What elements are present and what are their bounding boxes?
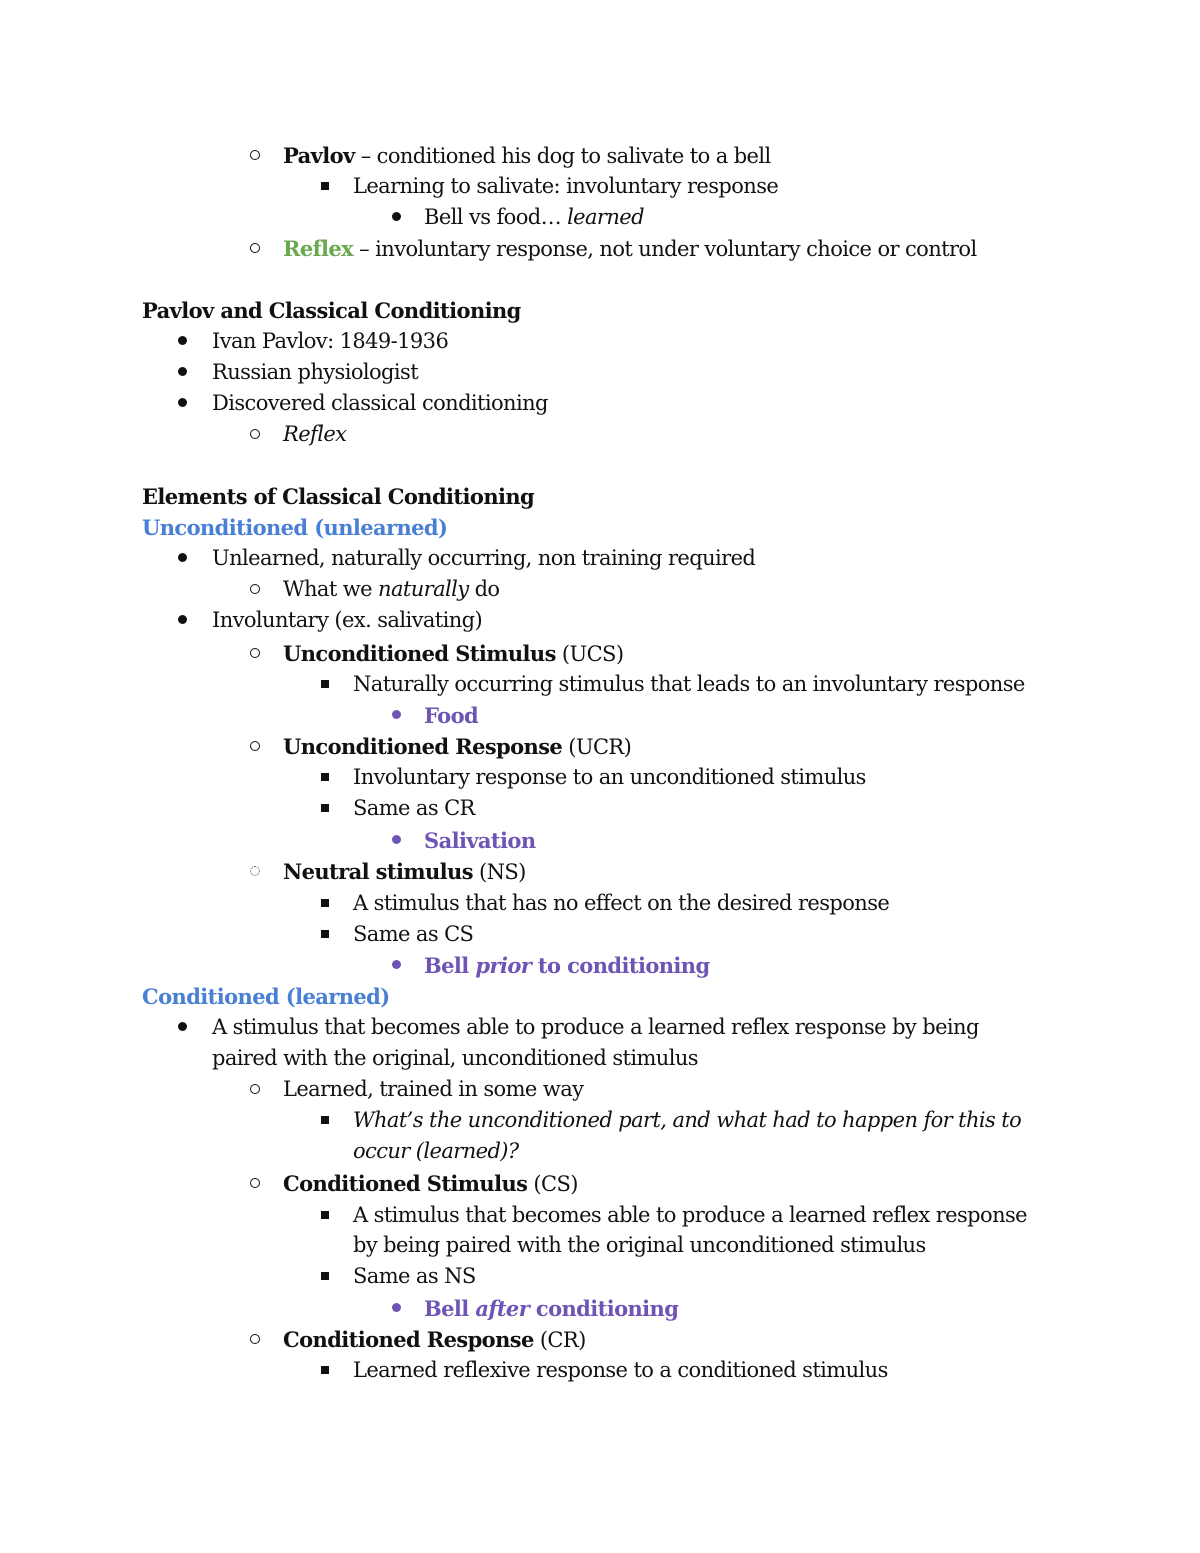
- text-run: paired with the original, unconditioned stimulus: [212, 1046, 698, 1070]
- note-line: [0, 1168, 1120, 1199]
- text-run: conditioning: [529, 1296, 679, 1321]
- text-run: What we: [283, 577, 379, 601]
- note-line: [0, 419, 1120, 450]
- bullet-square-icon: [315, 888, 335, 919]
- text-run: Pavlov: [283, 143, 355, 168]
- note-line: [0, 140, 1120, 171]
- bullet-dot-icon: [172, 543, 192, 574]
- note-line: [0, 1012, 1120, 1043]
- bullet-square-icon: [315, 919, 335, 950]
- text-run: Bell vs food…: [424, 205, 568, 229]
- text-run: Food: [424, 703, 479, 728]
- line-text: [283, 233, 977, 265]
- text-run: learned: [567, 205, 644, 229]
- line-text: [353, 1200, 1027, 1231]
- bullet-dot-icon: [172, 1012, 192, 1043]
- note-line: [0, 388, 1120, 419]
- note-line: [0, 825, 1120, 856]
- note-line: [0, 700, 1120, 731]
- text-run: What’s the unconditioned part, and what had to happen for this to: [353, 1108, 1022, 1132]
- line-text: [424, 700, 478, 732]
- note-line: [0, 981, 1120, 1012]
- text-run: A stimulus that becomes able to produce a learned reflex response by being: [212, 1015, 979, 1039]
- line-text: [212, 605, 482, 636]
- note-line: [0, 171, 1120, 202]
- note-line: [0, 762, 1120, 793]
- text-run: (UCR): [562, 735, 632, 759]
- line-text: [353, 171, 778, 202]
- text-run: occur (learned)?: [353, 1139, 519, 1163]
- note-line: [0, 326, 1120, 357]
- text-run: Unconditioned Response: [283, 734, 563, 759]
- bullet-dot-icon: [172, 605, 192, 636]
- line-text: [283, 574, 499, 605]
- text-run: Unconditioned (unlearned): [142, 515, 448, 540]
- line-text: [283, 140, 771, 172]
- text-run: Same as NS: [353, 1264, 476, 1288]
- note-line: [0, 669, 1120, 700]
- text-run: – involuntary response, not under voluntary choice or control: [353, 237, 977, 261]
- text-run: Neutral stimulus: [283, 859, 473, 884]
- line-text: [424, 202, 644, 233]
- line-text: [353, 919, 473, 950]
- note-line: [0, 1200, 1120, 1231]
- bullet-dot-icon: [386, 825, 406, 856]
- line-text: [212, 326, 448, 357]
- text-run: Conditioned Response: [283, 1327, 534, 1352]
- line-text: [283, 1168, 578, 1200]
- bullet-square-icon: [315, 1355, 335, 1386]
- note-line: [0, 1043, 1120, 1074]
- line-text: [353, 1355, 888, 1386]
- line-text: [283, 638, 623, 670]
- text-run: naturally: [378, 577, 469, 601]
- text-run: Pavlov and Classical Conditioning: [142, 298, 521, 323]
- note-line: [0, 295, 1120, 326]
- text-run: Same as CS: [353, 922, 474, 946]
- line-text: [142, 481, 534, 513]
- line-text: [353, 1261, 476, 1292]
- bullet-circle-icon: [245, 140, 265, 171]
- line-text: [353, 1136, 519, 1167]
- text-run: A stimulus that becomes able to produce a learned reflex response: [353, 1203, 1027, 1227]
- text-run: after: [475, 1296, 530, 1321]
- text-run: Same as CR: [353, 796, 475, 820]
- bullet-square-icon: [315, 1261, 335, 1292]
- note-line: [0, 512, 1120, 543]
- line-text: [353, 762, 866, 793]
- line-text: [283, 1074, 583, 1105]
- text-run: Salivation: [424, 828, 536, 853]
- line-text: [283, 1324, 586, 1356]
- text-run: by being paired with the original unconditioned stimulus: [353, 1233, 926, 1257]
- bullet-square-icon: [315, 171, 335, 202]
- text-run: Involuntary response to an unconditioned stimulus: [353, 765, 866, 789]
- line-text: [353, 1230, 926, 1261]
- bullet-dot-icon: [172, 326, 192, 357]
- line-text: [142, 295, 521, 327]
- bullet-dot-icon: [386, 700, 406, 731]
- text-run: A stimulus that has no effect on the desired response: [353, 891, 890, 915]
- bullet-square-icon: [315, 793, 335, 824]
- bullet-dot-icon: [386, 950, 406, 981]
- line-text: [142, 981, 390, 1013]
- line-text: [353, 793, 475, 824]
- bullet-square-icon: [315, 1105, 335, 1136]
- text-run: to conditioning: [531, 953, 710, 978]
- text-run: Russian physiologist: [212, 360, 419, 384]
- note-line: [0, 357, 1120, 388]
- text-run: Naturally occurring stimulus that leads to an involuntary response: [353, 672, 1025, 696]
- text-run: Conditioned (learned): [142, 984, 390, 1009]
- note-line: [0, 1074, 1120, 1105]
- text-run: Discovered classical conditioning: [212, 391, 548, 415]
- text-run: Involuntary (ex. salivating): [212, 608, 483, 632]
- line-text: [424, 950, 710, 982]
- text-run: Bell: [424, 1296, 476, 1321]
- note-line: [0, 793, 1120, 824]
- text-run: Ivan Pavlov: 1849-1936: [212, 329, 449, 353]
- text-run: Unconditioned Stimulus: [283, 641, 556, 666]
- note-line: [0, 543, 1120, 574]
- note-line: [0, 1355, 1120, 1386]
- bullet-dot-icon: [386, 1293, 406, 1324]
- line-text: [353, 1105, 1021, 1136]
- note-line: [0, 233, 1120, 264]
- line-text: [283, 731, 631, 763]
- bullet-circle-icon: [245, 1168, 265, 1199]
- line-text: [353, 888, 889, 919]
- text-run: – conditioned his dog to salivate to a bell: [354, 144, 771, 168]
- line-text: [283, 856, 526, 888]
- note-line: [0, 1230, 1120, 1261]
- bullet-square-icon: [315, 1200, 335, 1231]
- text-run: (CR): [533, 1328, 586, 1352]
- line-text: [283, 419, 346, 450]
- text-run: prior: [475, 953, 532, 978]
- bullet-circle-icon: [245, 638, 265, 669]
- bullet-circle-icon: [245, 419, 265, 450]
- line-text: [212, 388, 548, 419]
- text-run: Elements of Classical Conditioning: [142, 484, 535, 509]
- text-run: Learned reflexive response to a conditioned stimulus: [353, 1358, 888, 1382]
- bullet-dot-icon: [386, 202, 406, 233]
- bullet-dot-icon: [172, 357, 192, 388]
- note-line: [0, 950, 1120, 981]
- note-line: [0, 605, 1120, 636]
- text-run: (UCS): [555, 642, 624, 666]
- text-run: Learning to salivate: involuntary response: [353, 174, 779, 198]
- text-run: (CS): [527, 1172, 578, 1196]
- bullet-square-icon: [315, 762, 335, 793]
- text-run: Learned, trained in some way: [283, 1077, 584, 1101]
- text-run: (NS): [472, 860, 526, 884]
- line-text: [212, 1012, 979, 1043]
- text-run: Unlearned, naturally occurring, non training required: [212, 546, 756, 570]
- line-text: [212, 357, 418, 388]
- bullet-circle-icon: [245, 856, 265, 887]
- line-text: [212, 1043, 698, 1074]
- text-run: Bell: [424, 953, 476, 978]
- note-line: [0, 1261, 1120, 1292]
- note-line: [0, 1136, 1120, 1167]
- note-line: [0, 1105, 1120, 1136]
- note-line: [0, 1293, 1120, 1324]
- note-line: [0, 481, 1120, 512]
- note-line: [0, 731, 1120, 762]
- bullet-circle-icon: [245, 233, 265, 264]
- note-line: [0, 638, 1120, 669]
- text-run: Conditioned Stimulus: [283, 1171, 528, 1196]
- line-text: [212, 543, 755, 574]
- bullet-dot-icon: [172, 388, 192, 419]
- text-run: Reflex: [283, 236, 354, 261]
- line-text: [142, 512, 447, 544]
- bullet-circle-icon: [245, 1074, 265, 1105]
- line-text: [424, 825, 536, 857]
- note-line: [0, 574, 1120, 605]
- line-text: [353, 669, 1025, 700]
- note-line: [0, 202, 1120, 233]
- note-line: [0, 856, 1120, 887]
- bullet-square-icon: [315, 669, 335, 700]
- note-line: [0, 888, 1120, 919]
- bullet-circle-icon: [245, 1324, 265, 1355]
- bullet-circle-icon: [245, 731, 265, 762]
- note-line: [0, 919, 1120, 950]
- bullet-circle-icon: [245, 574, 265, 605]
- text-run: Reflex: [283, 422, 347, 446]
- text-run: do: [468, 577, 500, 601]
- line-text: [424, 1293, 678, 1325]
- note-line: [0, 1324, 1120, 1355]
